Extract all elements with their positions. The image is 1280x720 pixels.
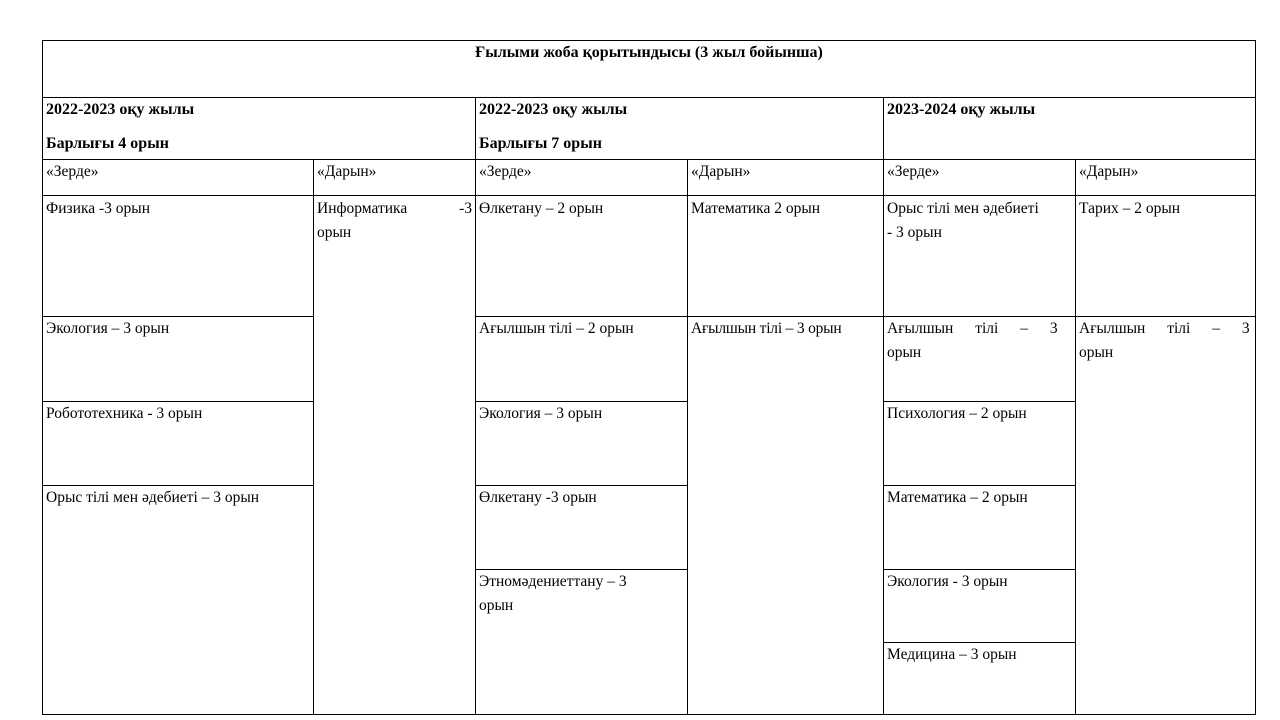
cell-line: Информатика -3 [317,200,472,217]
cell-line: Ағылшын тілі – 3 [1079,320,1250,337]
column-divider [687,159,688,715]
table-cell: Өлкетану -3 орын [479,489,597,506]
table-cell: Экология – 3 орын [46,320,170,337]
year-label: 2022-2023 оқу жылы [479,101,628,118]
table-title: Ғылыми жоба қорытындысы (3 жыл бойынша) [475,44,823,61]
year-label: 2022-2023 оқу жылы [46,101,195,118]
column-header-zerde: «Зерде» [887,163,940,180]
table-cell [314,197,475,245]
cell-line: орын [887,344,922,361]
cell-line: Этномәдениеттану – 3 [479,573,627,590]
table-cell: Экология - 3 орын [887,573,1008,590]
table-cell: Экология – 3 орын [479,405,603,422]
year-total: Барлығы 4 орын [46,135,169,152]
table-border-bottom [42,714,1256,715]
table-cell [884,317,1075,365]
table-cell [1076,317,1255,365]
table-cell: Физика -3 орын [46,200,151,217]
table-cell [476,570,687,618]
column-header-zerde: «Зерде» [479,163,532,180]
cell-line: орын [479,597,514,614]
year-label: 2023-2024 оқу жылы [887,101,1036,118]
cell-line: - 3 орын [887,224,942,241]
column-header-zerde: «Зерде» [46,163,99,180]
column-header-daryn: «Дарын» [317,163,377,180]
table-cell: Тарих – 2 орын [1079,200,1181,217]
row-divider [42,195,1256,196]
table-cell: Робототехника - 3 орын [46,405,203,422]
table-cell: Математика – 2 орын [887,489,1028,506]
cell-line: орын [1079,344,1114,361]
table-cell: Орыс тілі мен әдебиеті – 3 орын [46,489,260,506]
year-header-3 [884,98,1254,122]
cell-line: Орыс тілі мен әдебиеті [887,200,1039,217]
cell-line: Ағылшын тілі – 3 [887,320,1058,337]
table-cell: Психология – 2 орын [887,405,1027,422]
table-cell: Ағылшын тілі – 2 орын [479,320,634,337]
year-total: Барлығы 7 орын [479,135,602,152]
table-cell: Өлкетану – 2 орын [479,200,604,217]
column-divider [1075,159,1076,715]
column-header-daryn: «Дарын» [1079,163,1139,180]
table-border-right [1255,40,1256,715]
table-cell: Математика 2 орын [691,200,821,217]
table-cell: Медицина – 3 орын [887,646,1017,663]
year-header-2 [476,98,881,156]
table-cell: Ағылшын тілі – 3 орын [691,320,842,337]
table-cell [884,197,1075,245]
year-header-1 [43,98,473,156]
cell-line: орын [317,224,352,241]
column-header-daryn: «Дарын» [691,163,751,180]
